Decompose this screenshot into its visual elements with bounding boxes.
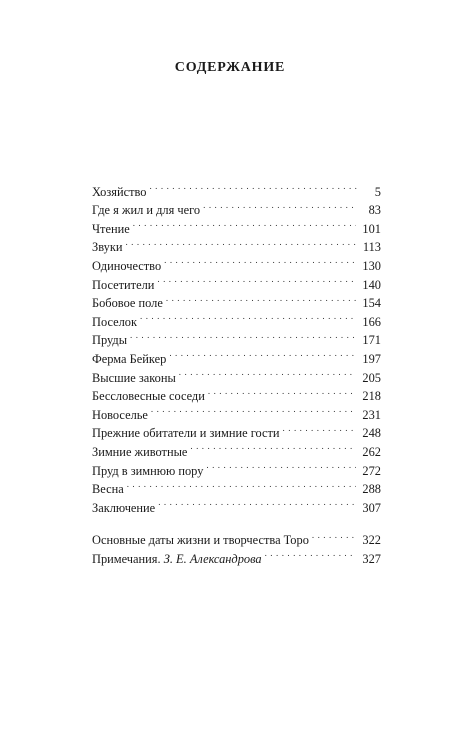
toc-entry-title	[92, 183, 149, 202]
toc-entry-label: Высшие законы	[92, 370, 176, 385]
toc-entry-label: Весна	[92, 482, 124, 497]
toc-entry	[92, 214, 381, 236]
toc-entry-label: Пруды	[92, 333, 128, 348]
toc-entry-label: Хозяйство	[92, 184, 147, 199]
dot-leader	[133, 214, 357, 233]
toc-entry-title	[92, 480, 127, 499]
dot-leader	[169, 344, 356, 363]
toc-entry-page-number: 83	[368, 203, 381, 218]
toc-entry-page-number: 197	[362, 351, 381, 366]
toc-entry-label: Чтение	[92, 221, 130, 236]
toc-entry-label: Бессловесные соседи	[92, 389, 205, 404]
dot-leader	[265, 544, 357, 563]
toc-entry-title	[92, 499, 158, 518]
toc-entry-label: Ферма Бейкер	[92, 351, 167, 366]
toc-entry-title	[92, 238, 125, 257]
dot-leader	[203, 196, 357, 215]
toc-entry-page-number: 272	[362, 463, 381, 478]
dot-leader	[164, 251, 356, 270]
toc-entry-page-number: 307	[362, 500, 381, 515]
toc-entry-label: Основные даты жизни и творчества Торо	[92, 533, 309, 548]
toc-entry-label: Бобовое поле	[92, 296, 163, 311]
dot-leader	[130, 326, 356, 345]
toc-entry-label: Посетители	[92, 277, 155, 292]
toc-entry-page-number: 262	[362, 444, 381, 459]
dot-leader	[208, 382, 357, 401]
dot-leader	[157, 270, 356, 289]
toc-entry-title	[92, 550, 265, 569]
toc-entry-title	[92, 276, 157, 295]
dot-leader	[179, 363, 357, 382]
toc-entry-label: Новоселье	[92, 407, 148, 422]
toc-entry	[92, 326, 381, 348]
toc-entry-label: Звуки	[92, 240, 123, 255]
toc-entry-page-number: 248	[362, 426, 381, 441]
appendix-list	[92, 526, 381, 566]
toc-entry	[92, 251, 381, 273]
toc-entry-page-number: 130	[362, 258, 381, 273]
page-title: СОДЕРЖАНИЕ	[174, 60, 286, 75]
toc-entry-label: Заключение	[92, 500, 156, 515]
toc-entry-page-number: 140	[362, 277, 381, 292]
toc-entry-page-number: 101	[362, 221, 381, 236]
toc-entry-page-number: 231	[362, 407, 381, 422]
toc-entry-label: Зимние животные	[92, 444, 188, 459]
dot-leader	[312, 526, 357, 545]
toc-entry	[92, 493, 381, 515]
toc-entry-page-number: 322	[362, 533, 381, 548]
toc-entry-title	[92, 350, 169, 369]
toc-entry-page-number: 171	[362, 333, 381, 348]
toc-entry-title	[92, 406, 151, 425]
dot-leader	[149, 177, 357, 196]
toc-entry-page-number: 205	[362, 370, 381, 385]
dot-leader	[166, 289, 357, 308]
toc-entry-label: Пруд в зимнюю пору	[92, 463, 204, 478]
dot-leader	[127, 475, 357, 494]
toc-entry-page-number: 166	[362, 314, 381, 329]
dot-leader	[283, 419, 357, 438]
toc-entry-title	[92, 331, 130, 350]
dot-leader	[125, 233, 356, 252]
toc-entry-page-number: 5	[374, 184, 381, 199]
dot-leader	[158, 493, 356, 512]
toc-entry-title	[92, 443, 190, 462]
toc-entry	[92, 344, 381, 366]
toc-entry-label: Одиночество	[92, 258, 162, 273]
toc-entry-page-number: 113	[362, 240, 381, 255]
table-of-contents	[92, 177, 381, 566]
toc-entry-page-number: 154	[362, 296, 381, 311]
dot-leader	[140, 307, 356, 326]
toc-entry	[92, 177, 381, 199]
toc-entry	[92, 233, 381, 255]
dot-leader	[206, 456, 356, 475]
dot-leader	[151, 400, 357, 419]
toc-entry-page-number: 327	[362, 551, 381, 566]
toc-entry-label: Прежние обитатели и зимние гости	[92, 426, 280, 441]
toc-entry-label: Примечания.	[92, 551, 161, 566]
toc-entry-page-number: 218	[362, 389, 381, 404]
toc-entry-label: Поселок	[92, 314, 138, 329]
toc-entry-author: З. Е. Александрова	[163, 551, 262, 566]
toc-entry	[92, 475, 381, 497]
toc-entry-page-number: 288	[362, 482, 381, 497]
chapter-list	[92, 177, 381, 515]
toc-entry-label: Где я жил и для чего	[92, 203, 201, 218]
toc-entry	[92, 526, 381, 548]
toc-entry-title	[92, 369, 179, 388]
toc-entry-title	[92, 257, 164, 276]
dot-leader	[190, 437, 356, 456]
